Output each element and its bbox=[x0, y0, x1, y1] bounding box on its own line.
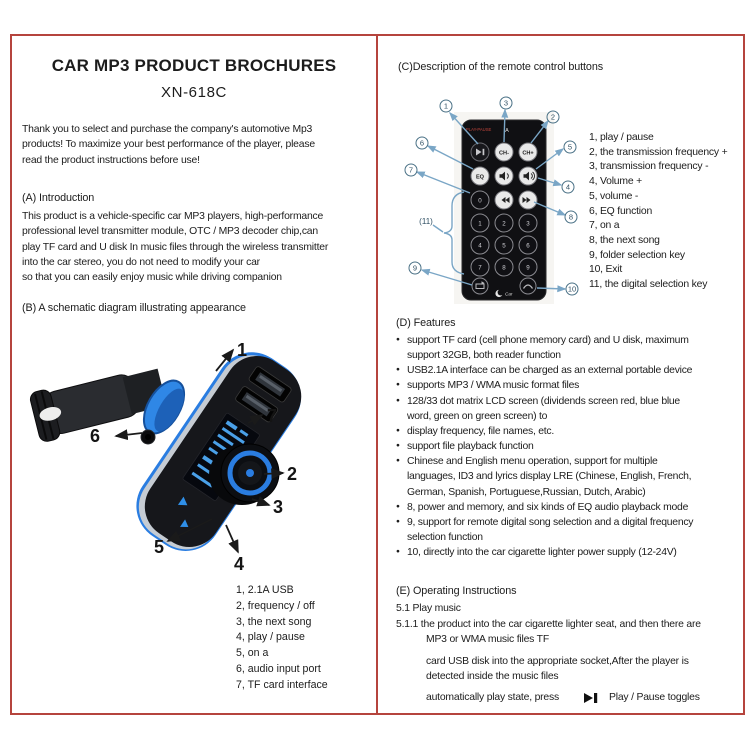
svg-text:2: 2 bbox=[502, 220, 506, 228]
section-5-1-1 bbox=[396, 617, 701, 705]
svg-text:1: 1 bbox=[443, 101, 449, 111]
features-list bbox=[396, 333, 742, 560]
device-callout-5: 5 bbox=[153, 537, 164, 557]
volume-up-button-icon bbox=[519, 167, 537, 185]
list-item: 6, EQ function bbox=[589, 205, 653, 217]
svg-text:6: 6 bbox=[526, 242, 530, 250]
section-a-body bbox=[22, 209, 328, 285]
text-line: card USB disk into the appropriate socket,After the player is bbox=[426, 655, 689, 667]
svg-text:CH+: CH+ bbox=[522, 150, 534, 157]
svg-text:2: 2 bbox=[550, 112, 556, 122]
svg-text:9: 9 bbox=[412, 263, 418, 273]
list-item: 2, the transmission frequency + bbox=[589, 146, 728, 158]
ch-minus-button bbox=[495, 143, 513, 161]
feature-item: ● support TF card (cell phone memory card) and U disk, maximum support 32GB, both reader function bbox=[396, 333, 742, 363]
section-c-heading: (C)Description of the remote control buttons bbox=[398, 61, 604, 73]
list-item: 5, volume - bbox=[589, 190, 639, 202]
svg-text:10: 10 bbox=[567, 284, 577, 294]
svg-text:0: 0 bbox=[478, 197, 482, 205]
callout-8 bbox=[565, 211, 577, 223]
text-line: products! To maximize your best performance of the player, please bbox=[22, 139, 315, 151]
feature-item: ● Chinese and English menu operation, support for multiple languages, ID3 and lyrics display LRE (Chinese, English, French, German, Spanish, Portuguese,Russian, Dutch, Arabic) bbox=[396, 454, 742, 499]
callout-3 bbox=[500, 97, 512, 109]
remote-figure bbox=[400, 90, 592, 322]
svg-text:7: 7 bbox=[408, 165, 414, 175]
feature-item: ● 9, support for remote digital song selection and a digital frequency selection function bbox=[396, 515, 742, 545]
callout-4 bbox=[562, 181, 574, 193]
digit-0-button bbox=[471, 191, 489, 209]
text-line: automatically play state, press bbox=[426, 692, 559, 704]
page-title: CAR MP3 PRODUCT BROCHURES bbox=[51, 56, 337, 75]
callout-7 bbox=[405, 164, 417, 176]
column-divider bbox=[376, 36, 378, 713]
section-a-heading: (A) Introduction bbox=[22, 192, 95, 204]
svg-text:9: 9 bbox=[526, 264, 530, 272]
svg-text:4: 4 bbox=[565, 182, 571, 192]
device-callout-1: 1 bbox=[237, 340, 248, 360]
exit-button-icon bbox=[520, 278, 536, 294]
prev-button-icon bbox=[495, 191, 513, 209]
feature-item: ● supports MP3 / WMA music format files bbox=[396, 378, 742, 393]
feature-item: ● 8, power and memory, and six kinds of EQ audio playback mode bbox=[396, 500, 742, 515]
list-item: 3, transmission frequency - bbox=[589, 161, 709, 173]
play-pause-button-icon bbox=[471, 143, 489, 161]
section-b-heading: (B) A schematic diagram illustrating appearance bbox=[22, 302, 246, 314]
list-item: 3, the next song bbox=[236, 615, 312, 628]
list-item: 1, play / pause bbox=[589, 132, 654, 143]
svg-text:5: 5 bbox=[502, 242, 506, 250]
list-item: 7, on a bbox=[589, 220, 620, 232]
section-d-heading: (D) Features bbox=[396, 317, 456, 329]
svg-text:8: 8 bbox=[502, 264, 506, 272]
next-button-icon bbox=[519, 191, 537, 209]
callout-9 bbox=[409, 262, 421, 274]
list-item: 4, Volume + bbox=[589, 176, 642, 188]
feature-item: ● support file playback function bbox=[396, 439, 742, 454]
svg-text:3: 3 bbox=[503, 98, 509, 108]
svg-text:3: 3 bbox=[526, 220, 530, 228]
feature-item: ● USB2.1A interface can be charged as an external portable device bbox=[396, 363, 742, 378]
callout-11 bbox=[419, 217, 433, 226]
digit-keypad bbox=[471, 214, 537, 276]
feature-item: ● 10, directly into the car cigarette lighter power supply (12-24V) bbox=[396, 545, 742, 560]
text-line: detected inside the music files bbox=[426, 670, 559, 682]
list-item: 7, TF card interface bbox=[236, 678, 328, 691]
list-item: 2, frequency / off bbox=[236, 599, 315, 612]
text-line: into the car stereo, you do not need to modify your car bbox=[22, 256, 260, 268]
device-callout-7: 7 bbox=[267, 406, 278, 426]
section-5-1: 5.1 Play music bbox=[396, 603, 461, 614]
callout-6 bbox=[416, 137, 428, 149]
svg-text:5: 5 bbox=[567, 142, 573, 152]
remote-functions-list bbox=[589, 131, 727, 293]
page-border-frame bbox=[10, 34, 745, 715]
list-item: 11, the digital selection key bbox=[589, 279, 708, 291]
device-figure bbox=[24, 325, 354, 587]
remote-top-label: PLAY-PAUSE bbox=[466, 127, 492, 132]
svg-text:4: 4 bbox=[478, 242, 482, 250]
svg-text:EQ: EQ bbox=[475, 174, 485, 181]
eq-button bbox=[471, 167, 489, 185]
text-line: Thank you to select and purchase the company's automotive Mp3 bbox=[22, 124, 313, 135]
device-callout-2: 2 bbox=[287, 464, 298, 484]
section-e-heading: (E) Operating Instructions bbox=[396, 585, 517, 597]
ch-plus-button bbox=[519, 143, 537, 161]
play-pause-instruction bbox=[426, 690, 701, 705]
volume-down-button-icon bbox=[495, 167, 513, 185]
svg-text:1: 1 bbox=[478, 220, 482, 228]
svg-text:7: 7 bbox=[478, 264, 482, 272]
text-line: professional level transmitter module, OTC / MP3 decoder chip,can bbox=[22, 226, 318, 238]
list-item: 9, folder selection key bbox=[589, 249, 685, 261]
callout-5 bbox=[564, 141, 576, 153]
text-line: This product is a vehicle-specific car MP3 players, high-performance bbox=[22, 211, 324, 222]
device-parts-list bbox=[236, 583, 328, 694]
remote-top-mark: A bbox=[505, 128, 509, 134]
text-line: MP3 or WMA music files TF bbox=[426, 634, 549, 646]
list-item: 6, audio input port bbox=[236, 662, 321, 675]
device-callout-6: 6 bbox=[89, 426, 100, 446]
text-line: 5.1.1 the product into the car cigarette lighter seat, and then there are bbox=[396, 619, 701, 630]
svg-text:6: 6 bbox=[419, 138, 425, 148]
play-pause-icon bbox=[583, 692, 599, 704]
svg-text:Car: Car bbox=[505, 291, 513, 297]
feature-item: ● display frequency, file names, etc. bbox=[396, 424, 742, 439]
list-item: 10, Exit bbox=[589, 264, 623, 276]
svg-text:CH-: CH- bbox=[499, 150, 509, 157]
text-line: read the product instructions before use! bbox=[22, 154, 200, 166]
aux-port-icon bbox=[141, 430, 155, 444]
text-line: Play / Pause toggles bbox=[608, 692, 700, 704]
text-line: play TF card and U disk In music files through the wireless transmitter bbox=[22, 241, 329, 253]
list-item: 5, on a bbox=[236, 647, 269, 660]
callout-10 bbox=[566, 283, 578, 295]
device-callout-4: 4 bbox=[234, 554, 245, 574]
intro-paragraph bbox=[22, 122, 315, 168]
model-number: XN-618C bbox=[161, 84, 227, 101]
callout-1 bbox=[440, 100, 452, 112]
feature-item: ● 128/33 dot matrix LCD screen (dividends screen red, blue blue word, green on green screen) to bbox=[396, 394, 742, 424]
device-callout-3: 3 bbox=[273, 497, 284, 517]
svg-text:(11): (11) bbox=[419, 217, 433, 226]
list-item: 8, the next song bbox=[589, 234, 660, 246]
folder-select-button-icon bbox=[472, 278, 488, 294]
text-line: so that you can easily enjoy music while driving companion bbox=[22, 272, 282, 284]
list-item: 1, 2.1A USB bbox=[236, 584, 294, 596]
list-item: 4, play / pause bbox=[236, 631, 305, 644]
svg-text:8: 8 bbox=[568, 212, 574, 222]
